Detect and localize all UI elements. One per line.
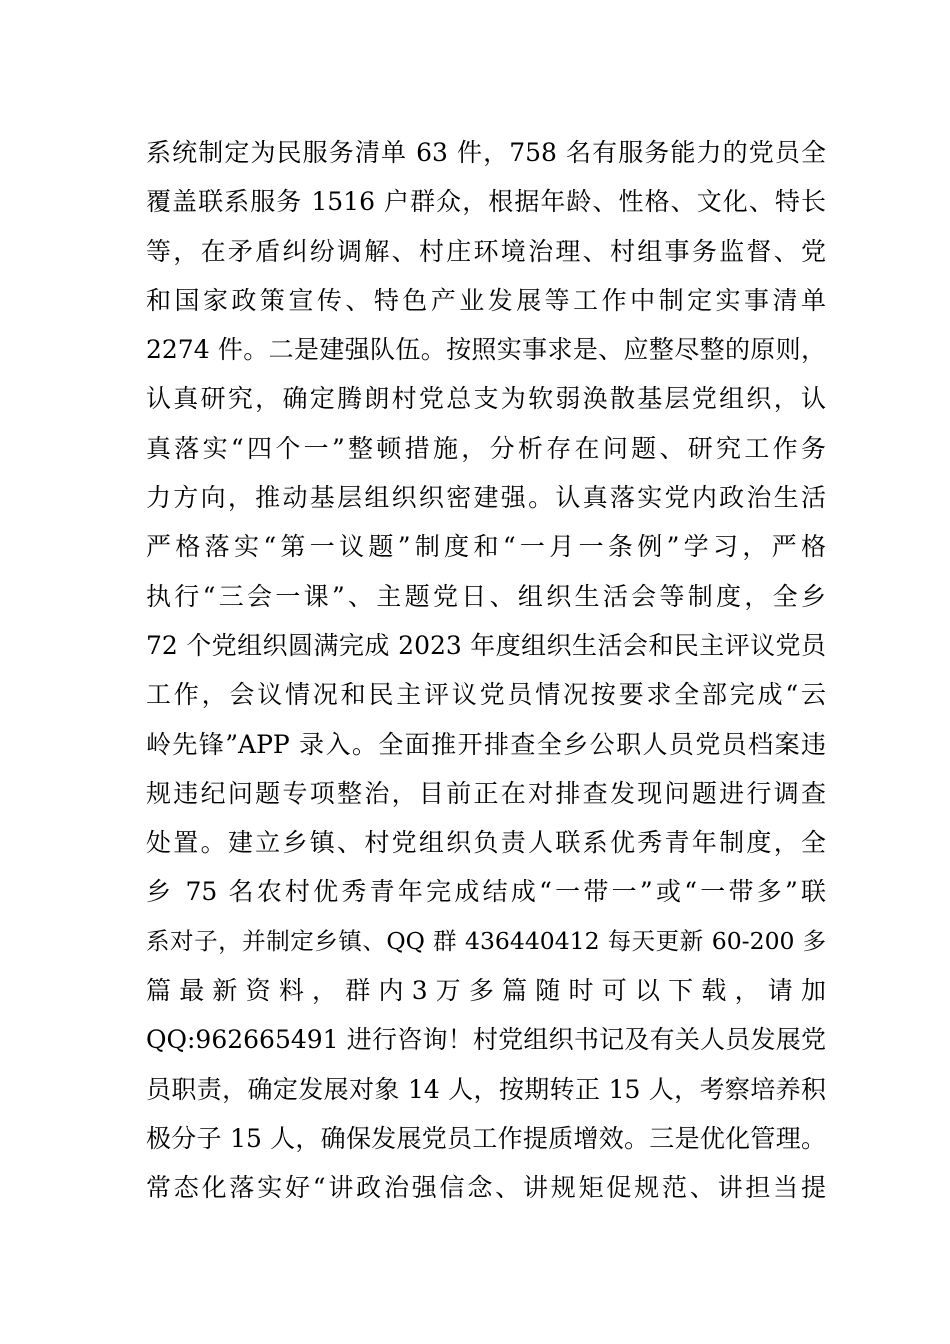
- text-line-7: 真落实“四个一”整顿措施，分析存在问题、研究工作务: [146, 433, 826, 463]
- text-line-11: 72 个党组织圆满完成 2023 年度组织生活会和民主评议党员: [146, 630, 826, 660]
- text-line-20: 员职责，确定发展对象 14 人，按期转正 15 人，考察培养积: [146, 1074, 826, 1104]
- text-line-15: 处置。建立乡镇、村党组织负责人联系优秀青年制度，全: [146, 828, 826, 858]
- text-line-19: QQ:962665491 进行咨询！村党组织书记及有关人员发展党: [146, 1025, 826, 1055]
- document-body: [146, 128, 826, 1213]
- text-line-17: 系对子，并制定乡镇、QQ 群 436440412 每天更新 60-200 多: [146, 926, 826, 955]
- text-line-1: 系统制定为民服务清单 63 件，758 名有服务能力的党员全: [146, 138, 826, 167]
- text-line-4: 和国家政策宣传、特色产业发展等工作中制定实事清单: [146, 285, 826, 315]
- text-line-14: 规违纪问题专项整治，目前正在对排查发现问题进行调查: [146, 778, 826, 808]
- text-line-13: 岭先锋”APP 录入。全面推开排查全乡公职人员党员档案违: [146, 729, 826, 759]
- text-line-16: 乡 75 名农村优秀青年完成结成“一带一”或“一带多”联: [146, 877, 826, 907]
- text-line-2: 覆盖联系服务 1516 户群众，根据年龄、性格、文化、特长: [146, 187, 826, 217]
- text-line-3: 等，在矛盾纠纷调解、村庄环境治理、村组事务监督、党: [146, 236, 826, 266]
- text-line-10: 执行“三会一课”、主题党日、组织生活会等制度，全乡: [146, 581, 826, 611]
- text-line-22: 常态化落实好“讲政治强信念、讲规矩促规范、讲担当提: [146, 1173, 826, 1203]
- text-line-6: 认真研究，确定腾朗村党总支为软弱涣散基层党组织，认: [146, 384, 826, 414]
- text-line-18: 篇 最 新 资 料 ， 群 内 3 万 多 篇 随 时 可 以 下 载 ， 请 加: [146, 976, 826, 1006]
- text-line-12: 工作，会议情况和民主评议党员情况按要求全部完成“云: [146, 680, 826, 710]
- text-line-8: 力方向，推动基层组织织密建强。认真落实党内政治生活: [146, 483, 826, 513]
- text-line-21: 极分子 15 人，确保发展党员工作提质增效。三是优化管理。: [146, 1123, 826, 1153]
- text-line-5: 2274 件。二是建强队伍。按照实事求是、应整尽整的原则，: [146, 335, 826, 365]
- text-line-9: 严格落实“第一议题”制度和“一月一条例”学习，严格: [146, 532, 826, 562]
